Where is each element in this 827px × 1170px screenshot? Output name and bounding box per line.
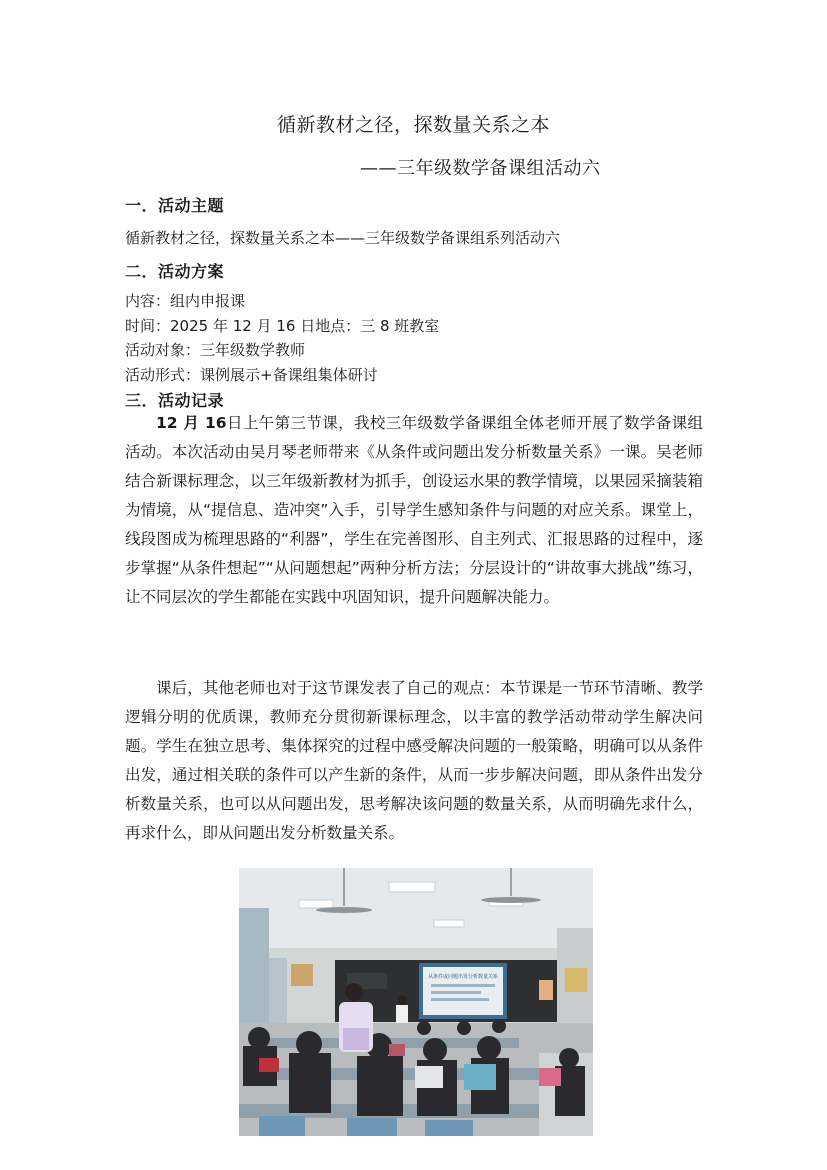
record-paragraph-1-text: 日上午第三节课，我校三年级数学备课组全体老师开展了数学备课组活动。本次活动由吴月琴老师带来《从条件或问题出发分析数量关系》一课。吴老师结合新课标理念，以三年级新教材为抓手，创设运水果的教学情境，以果园采摘装箱为情境，从“提信息、造冲突”入手，引导学生感知条件与问题的对应关系。课堂上，线段图成为梳理思路的“利器”，学生在完善图形、自主列式、汇报思路的过程中，逐步掌握“从条件想起”“从问题想起”两种分析方法；分层设计的“讲故事大挑战”练习，让不同层次的学生都能在实践中巩固知识，提升问题解决能力。 [125, 414, 703, 606]
plan-time-place: 时间：2025 年 12 月 16 日地点：三 8 班教室 [125, 317, 440, 335]
plan-format: 活动形式：课例展示+备课组集体研讨 [125, 366, 378, 384]
classroom-photo [239, 868, 593, 1136]
section2-heading: 二．活动方案 [125, 262, 225, 281]
plan-content: 内容：组内申报课 [125, 292, 246, 310]
record-paragraph-2: 课后，其他老师也对于这节课发表了自己的观点：本节课是一节环节清晰、教学逻辑分明的优质课，教师充分贯彻新课标理念，以丰富的教学活动带动学生解决问题。学生在独立思考、集体探究的过程中感受解决问题的一般策略，明确可以从条件出发，通过相关联的条件可以产生新的条件，从而一步步解决问题，即从条件出发分析数量关系，也可以从问题出发，思考解决该问题的数量关系，从而明确先求什么，再求什么，即从问题出发分析数量关系。 [125, 679, 703, 842]
doc-subtitle: ——三年级数学备课组活动六 [360, 158, 601, 179]
section1-text: 循新教材之径，探数量关系之本——三年级数学备课组系列活动六 [125, 229, 561, 247]
plan-audience: 活动对象：三年级数学教师 [125, 341, 306, 359]
record-paragraph-1 [125, 409, 703, 612]
section3-heading: 三．活动记录 [125, 391, 225, 410]
slide-title: 从条件或问题出发分析数量关系 [427, 974, 499, 980]
doc-title: 循新教材之径，探数量关系之本 [276, 114, 550, 136]
record-date: 12 月 16 [156, 414, 227, 432]
section1-heading: 一．活动主题 [125, 196, 225, 215]
